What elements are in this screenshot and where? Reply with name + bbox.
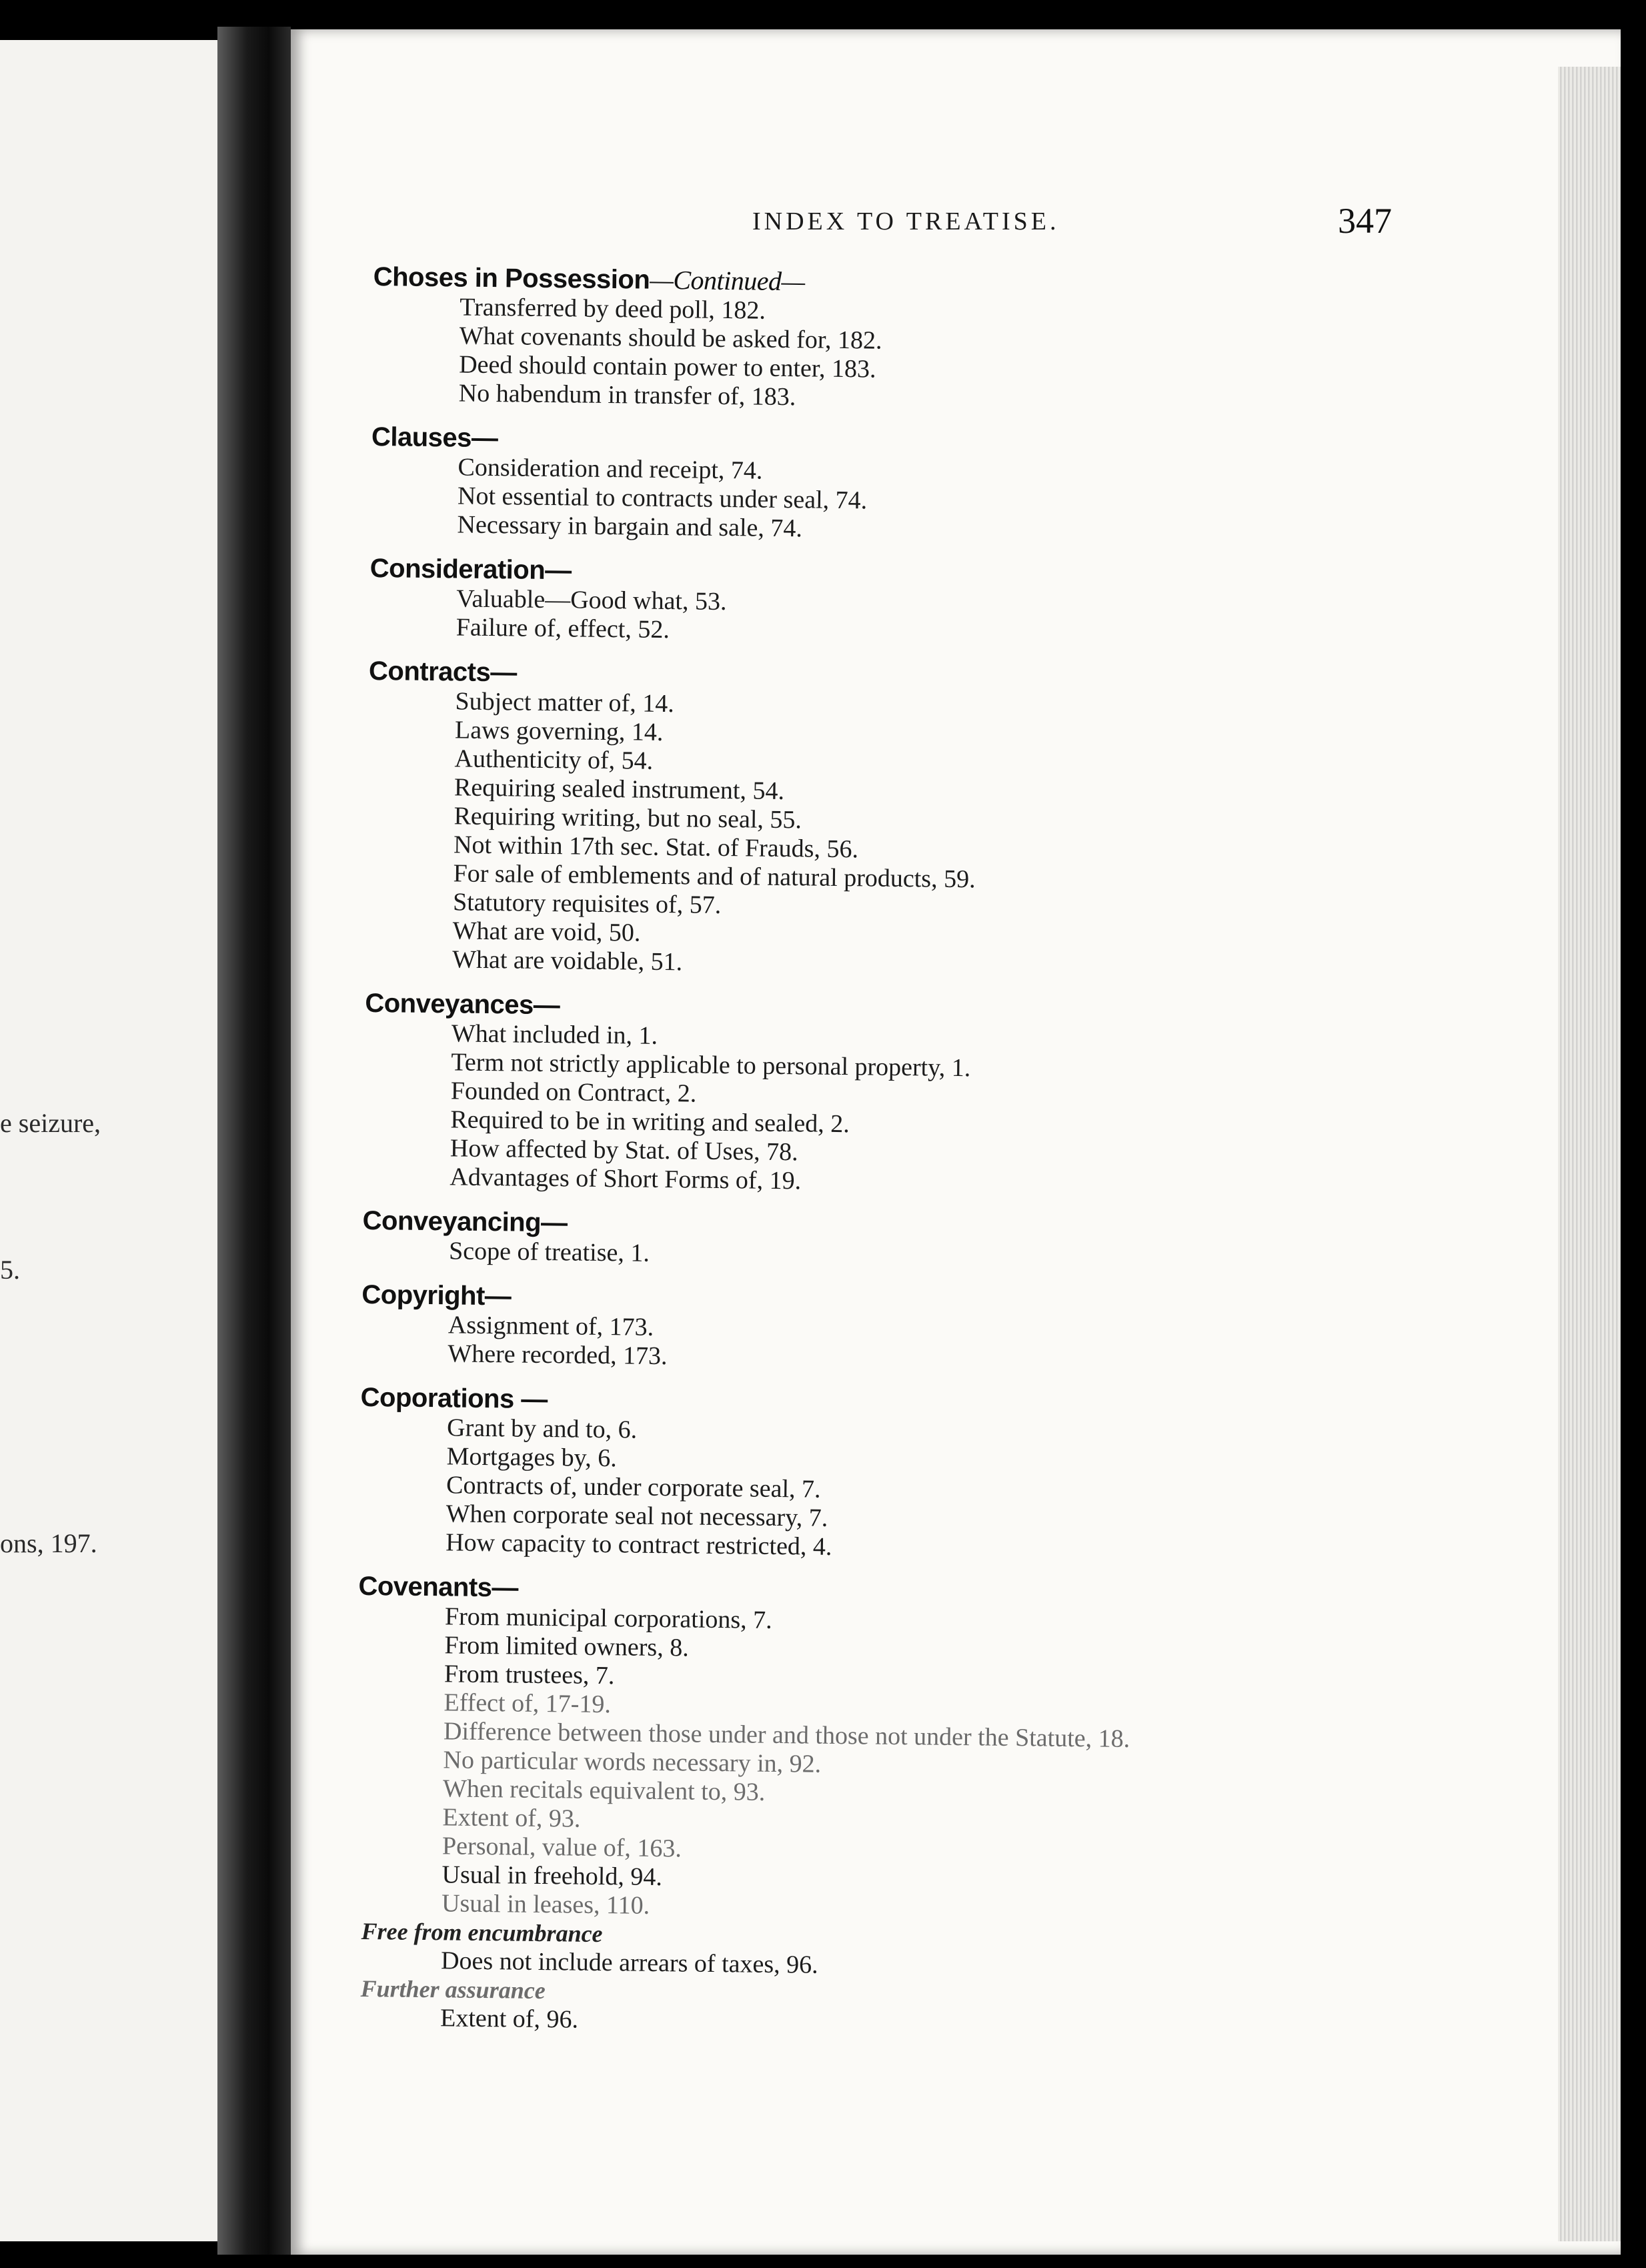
entry-item: Does not include arrears of taxes, 96. [440, 1946, 818, 1979]
entry-item: Extent of, 93. [442, 1803, 581, 1833]
entry-heading: Conveyances— [365, 988, 560, 1021]
continued-label: —Continued— [650, 264, 805, 297]
entry-item: What are void, 50. [452, 917, 641, 947]
index-entry [363, 988, 1432, 1203]
entry-item: When recitals equivalent to, 93. [442, 1774, 766, 1806]
index-entry [361, 1279, 1429, 1379]
entry-item: Not within 17th sec. Stat. of Frauds, 56. [453, 830, 859, 864]
entry-heading: Contracts— [368, 656, 517, 688]
entry-item: Usual in freehold, 94. [442, 1860, 663, 1892]
entry-item: From municipal corporations, 7. [444, 1602, 772, 1634]
entry-heading: Choses in Possession—Continued— [373, 261, 805, 297]
entry-item: Where recorded, 173. [448, 1339, 668, 1371]
entry-item: Deed should contain power to enter, 183. [459, 350, 876, 384]
entry-item: What covenants should be asked for, 182. [459, 322, 882, 355]
entry-item: Transferred by deed poll, 182. [459, 293, 766, 325]
entry-item: Personal, value of, 163. [442, 1832, 682, 1863]
index-entry [359, 1382, 1428, 1568]
entry-heading: Clauses— [371, 422, 498, 454]
entry-item: Usual in leases, 110. [441, 1889, 650, 1920]
book-gutter [217, 27, 291, 2255]
entry-item: Mortgages by, 6. [446, 1442, 617, 1473]
entry-item: Valuable—Good what, 53. [456, 584, 727, 616]
entry-item: Advantages of Short Forms of, 19. [450, 1163, 802, 1195]
entry-heading: Copyright— [361, 1279, 512, 1311]
entry-item: Consideration and receipt, 74. [458, 453, 763, 485]
entry-item: For sale of emblements and of natural products, 59. [453, 859, 976, 894]
entry-item: Grant by and to, 6. [446, 1413, 638, 1444]
entry-item: How affected by Stat. of Uses, 78. [450, 1134, 798, 1167]
entry-item: Founded on Contract, 2. [450, 1077, 697, 1108]
index-entry [369, 553, 1437, 653]
entry-item: When corporate seal not necessary, 7. [446, 1500, 828, 1532]
facing-page-fragment: 5. [0, 1255, 20, 1285]
entry-item: Effect of, 17-19. [444, 1688, 612, 1719]
entry-item: Term not strictly applicable to personal property, 1. [451, 1048, 971, 1083]
index-entry [372, 261, 1441, 419]
running-head: INDEX TO TREATISE. [752, 207, 1060, 235]
entry-item: Contracts of, under corporate seal, 7. [446, 1471, 821, 1504]
entry-item: Requiring writing, but no seal, 55. [454, 802, 802, 834]
entry-item: Authenticity of, 54. [454, 744, 654, 775]
entry-item: From limited owners, 8. [444, 1631, 689, 1662]
index-entries [353, 261, 1441, 2059]
entry-item: Laws governing, 14. [454, 716, 664, 746]
entry-item: Required to be in writing and sealed, 2. [450, 1105, 850, 1139]
entry-subheading: Further assurance [360, 1974, 546, 2005]
index-entry [370, 422, 1439, 550]
entry-item: Statutory requisites of, 57. [452, 888, 722, 919]
page-edge [1558, 67, 1621, 2241]
index-entry [353, 1571, 1426, 2044]
entry-heading: Coporations — [360, 1382, 548, 1415]
entry-item: How capacity to contract restricted, 4. [445, 1528, 832, 1561]
entry-item: Scope of treatise, 1. [448, 1237, 650, 1267]
entry-item: Failure of, effect, 52. [456, 613, 670, 644]
entry-item: Extent of, 96. [440, 2004, 579, 2034]
index-entry [362, 1205, 1430, 1277]
entry-heading: Covenants— [358, 1571, 519, 1603]
entry-item: From trustees, 7. [444, 1660, 615, 1690]
entry-heading: Consideration— [369, 553, 572, 586]
index-entry [365, 656, 1436, 985]
facing-page-fragment: ons, 197. [0, 1528, 97, 1558]
entry-item: Requiring sealed instrument, 54. [454, 773, 785, 806]
entry-item: Subject matter of, 14. [455, 687, 674, 718]
entry-item: Not essential to contracts under seal, 74. [457, 482, 868, 515]
entry-item: What are voidable, 51. [452, 945, 683, 977]
page-number: 347 [1338, 201, 1392, 241]
entry-item: Assignment of, 173. [448, 1311, 654, 1341]
entry-item: Necessary in bargain and sale, 74. [457, 510, 803, 543]
facing-page-fragment: e seizure, [0, 1108, 101, 1138]
entry-item: No habendum in transfer of, 183. [458, 379, 796, 412]
entry-item: Difference between those under and those not under the Statute, 18. [443, 1717, 1130, 1754]
entry-heading: Conveyancing— [362, 1205, 568, 1238]
entry-subheading: Free from encumbrance [361, 1917, 603, 1948]
entry-item: No particular words necessary in, 92. [443, 1746, 822, 1778]
entry-item: What included in, 1. [451, 1019, 658, 1050]
